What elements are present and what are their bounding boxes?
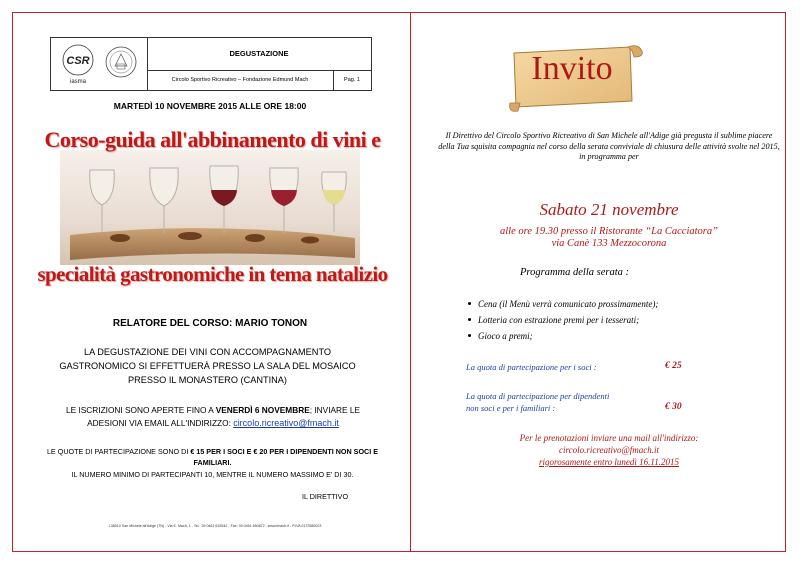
- participants-info: IL NUMERO MINIMO DI PARTECIPANTI 10, MENTRE IL NUMERO MASSIMO E' DI 30.: [71, 470, 354, 479]
- bullet-icon: [468, 334, 471, 337]
- bullet-icon: [468, 302, 471, 305]
- fee-members-value: € 25: [665, 361, 682, 371]
- course-speaker: RELATORE DEL CORSO: MARIO TONON: [112, 318, 308, 329]
- course-title-line-2: specialità gastronomiche in tema natalizio: [37, 262, 388, 286]
- list-item: Lotteria con estrazione premi per i tesserati;: [468, 313, 658, 329]
- signup-prefix: LE ISCRIZIONI SONO APERTE FINO A: [65, 405, 216, 415]
- event-date-line: MARTEDÌ 10 NOVEMBRE 2015 ALLE ORE 18:00: [113, 101, 307, 111]
- list-item: Cena (il Menù verrà comunicato prossimamente);: [468, 297, 658, 313]
- program-title: Programma della serata :: [520, 267, 629, 278]
- booking-info: [438, 432, 780, 468]
- wine-glasses-image: [60, 150, 360, 265]
- fees-info: [40, 446, 385, 468]
- party-address: via Canè 133 Mezzocorona: [551, 238, 667, 249]
- svg-text:CSR: CSR: [66, 55, 90, 67]
- course-title-line-1: Corso-guida all'abbinamento di vini e: [44, 127, 381, 152]
- booking-deadline: rigorosamente entro lunedì 16.11.2015: [539, 457, 679, 467]
- footer-address: I-38010 San Michele all'Adige (TN) - Via E. Mach, 1 - Tel.: 39 0461 615542 - Fax: 39 0461 650872 - www.fmach.it - P.IVA 0172580023: [108, 524, 322, 528]
- invito-title: Invito: [531, 50, 613, 87]
- party-time-place: alle ore 19.30 presso il Ristorante “La Cacciatora”: [500, 226, 718, 237]
- signup-email-link[interactable]: circolo.ricreativo@fmach.it: [233, 418, 339, 428]
- booking-instruction: Per le prenotazioni inviare una mail all'indirizzo:: [519, 433, 699, 443]
- booking-email-link[interactable]: circolo.ricreativo@fmach.it: [558, 445, 660, 455]
- fees-prefix: LE QUOTE DI PARTECIPAZIONE SONO DI: [46, 447, 191, 456]
- header-title: DEGUSTAZIONE: [147, 38, 371, 71]
- fee-others-value: € 30: [665, 402, 682, 412]
- fees-amounts: € 15 PER I SOCI E € 20 PER I DIPENDENTI NON SOCI E FAMILIARI.: [190, 447, 379, 467]
- signature: IL DIRETTIVO: [302, 492, 349, 501]
- svg-text:iasma: iasma: [69, 79, 87, 85]
- header-page-number: Pag. 1: [344, 77, 360, 83]
- center-divider: [410, 12, 411, 552]
- bullet-icon: [468, 318, 471, 321]
- header-subtitle: Circolo Sportivo Ricreativo – Fondazione Edmund Mach: [147, 70, 334, 90]
- signup-middle: ; INVIARE LE ADESIONI VIA EMAIL ALL'INDIRIZZO:: [87, 405, 361, 428]
- signup-info: [48, 404, 378, 430]
- party-date: Sabato 21 novembre: [539, 200, 679, 219]
- fee-others-label-2: non soci e per i familiari :: [466, 403, 556, 413]
- program-list: [468, 297, 658, 345]
- csr-logo-icon: [51, 38, 147, 90]
- fee-others-label-1: La quota di partecipazione per dipendenti: [466, 391, 610, 401]
- tasting-description: LA DEGUSTAZIONE DEI VINI CON ACCOMPAGNAMENTO GASTRONOMICO SI EFFETTUERÀ PRESSO LA SALA DEL MOSAICO PRESSO IL MONASTERO (CANTINA): [59, 347, 356, 385]
- list-item: Gioco a premi;: [468, 329, 658, 345]
- header-table: [50, 37, 372, 91]
- signup-deadline: VENERDÌ 6 NOVEMBRE: [215, 405, 310, 415]
- party-location: [438, 226, 780, 250]
- invitation-intro: Il Direttivo del Circolo Sportivo Ricreativo di San Michele all'Adige già pregusta il sublime piacere della Tua squisita compagnia nel corso della serata conviviale di chiusura delle attività svolte nel 2015, in programma per: [438, 131, 780, 161]
- header-logos: [51, 38, 148, 90]
- fee-members-label: La quota di partecipazione per i soci :: [466, 362, 597, 372]
